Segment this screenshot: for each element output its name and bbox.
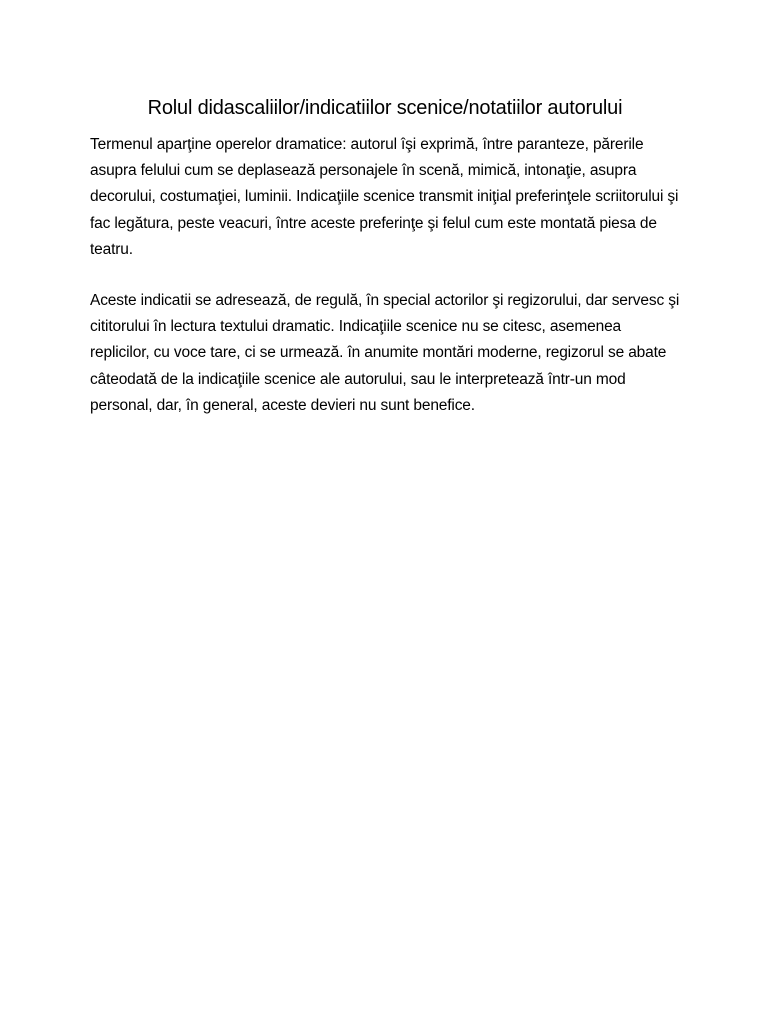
- page-title: Rolul didascaliilor/indicatiilor scenice/notatiilor autorului: [147, 97, 623, 119]
- paragraph-1: Termenul aparţine operelor dramatice: autorul îşi exprimă, între paranteze, părerile asupra felului cum se deplasează personajele în scenă, mimică, intonaţie, asupra decorului, costumaţiei, luminii. Indicaţiile scenice transmit iniţial preferinţele scriitorului şi fac legătura, peste veacuri, între aceste preferinţe şi felul cum este montată piesa de teatru.: [90, 136, 679, 258]
- paragraph-2: Aceste indicatii se adresează, de regulă, în special actorilor şi regizorului, dar servesc şi cititorului în lectura textului dramatic. Indicaţiile scenice nu se citesc, asemenea replicilor, cu voce tare, ci se urmează. în anumite montări moderne, regizorul se abate câteodată de la indicaţiile scenice ale autorului, sau le interpretează într-un mod personal, dar, în general, aceste devieri nu sunt benefice.: [90, 292, 680, 414]
